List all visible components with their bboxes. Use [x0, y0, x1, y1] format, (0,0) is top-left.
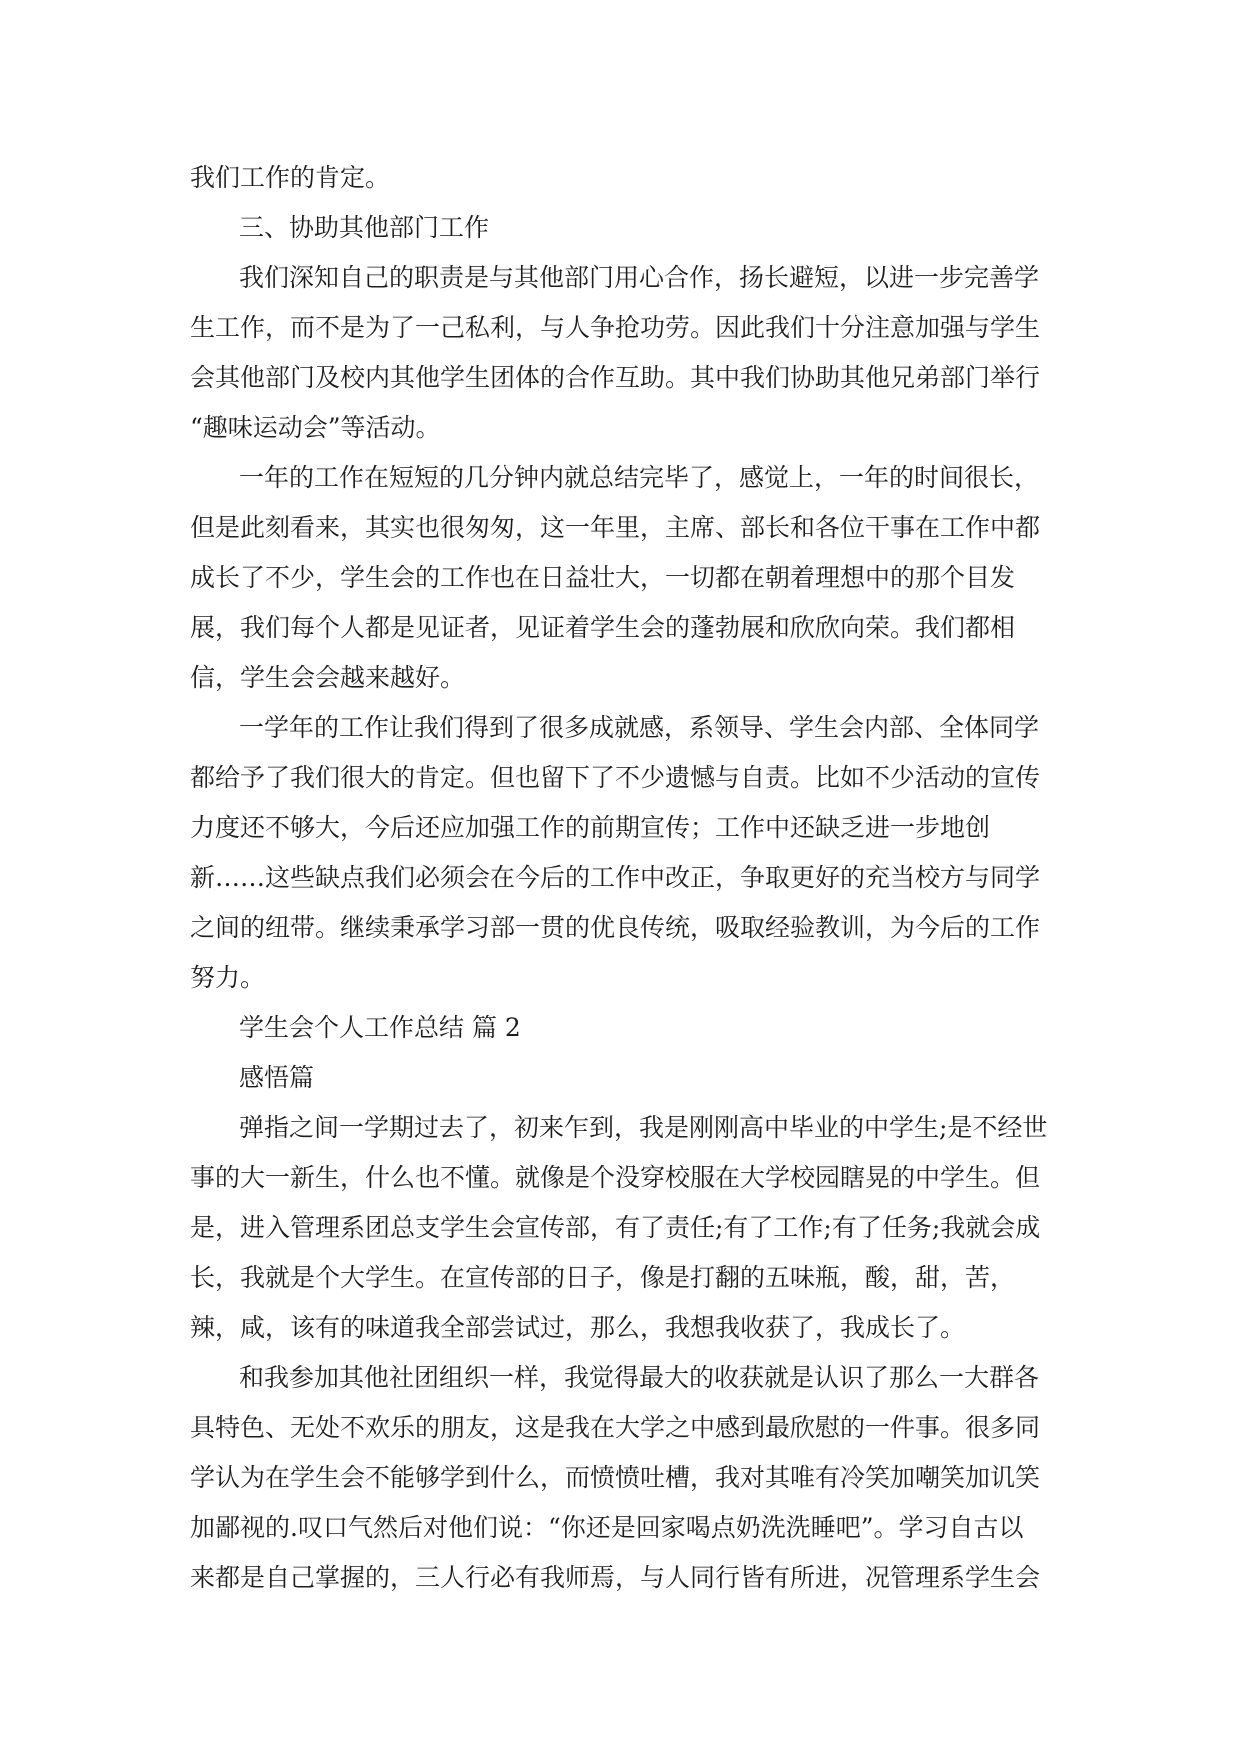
- text-line: 长，我就是个大学生。在宣传部的日子，像是打翻的五味瓶，酸，甜，苦，: [190, 1263, 1016, 1292]
- text-line: 一学年的工作让我们得到了很多成就感，系领导、学生会内部、全体同学: [239, 713, 1040, 742]
- text-line: 学生会个人工作总结 篇 2: [239, 1013, 521, 1042]
- text-line: “趣味运动会”等活动。: [190, 413, 441, 442]
- text-line: 学认为在学生会不能够学到什么，而愤愤吐槽，我对其唯有冷笑加嘲笑加讥笑: [190, 1463, 1041, 1492]
- text-line: 弹指之间一学期过去了，初来乍到，我是刚刚高中毕业的中学生;是不经世: [239, 1113, 1048, 1142]
- text-line: 我们深知自己的职责是与其他部门用心合作，扬长避短，以进一步完善学: [239, 263, 1040, 292]
- text-line: 感悟篇: [239, 1063, 315, 1092]
- text-line: 来都是自己掌握的，三人行必有我师焉，与人同行皆有所进，况管理系学生会: [190, 1563, 1041, 1592]
- text-line: 之间的纽带。继续秉承学习部一贯的优良传统，吸取经验教训，为今后的工作: [190, 913, 1041, 942]
- text-line: 生工作，而不是为了一己私利，与人争抢功劳。因此我们十分注意加强与学生: [190, 313, 1041, 342]
- text-line: 新……这些缺点我们必须会在今后的工作中改正，争取更好的充当校方与同学: [190, 863, 1041, 892]
- text-line: 三、协助其他部门工作: [239, 213, 490, 242]
- text-line: 一年的工作在短短的几分钟内就总结完毕了，感觉上，一年的时间很长，: [239, 463, 1040, 492]
- text-line: 具特色、无处不欢乐的朋友，这是我在大学之中感到最欣慰的一件事。很多同: [190, 1413, 1041, 1442]
- text-line: 都给予了我们很大的肯定。但也留下了不少遗憾与自责。比如不少活动的宣传: [190, 763, 1041, 792]
- text-line: 力度还不够大，今后还应加强工作的前期宣传；工作中还缺乏进一步地创: [190, 813, 991, 842]
- text-line: 会其他部门及校内其他学生团体的合作互助。其中我们协助其他兄弟部门举行: [190, 363, 1041, 392]
- text-line: 事的大一新生，什么也不懂。就像是个没穿校服在大学校园瞎晃的中学生。但: [190, 1163, 1041, 1192]
- text-line: 但是此刻看来，其实也很匆匆，这一年里，主席、部长和各位干事在工作中都: [190, 513, 1041, 542]
- text-line: 我们工作的肯定。: [190, 163, 391, 192]
- document-body: [190, 153, 1050, 1603]
- text-line: 信，学生会会越来越好。: [190, 663, 466, 692]
- text-line: 加鄙视的.叹口气然后对他们说：“你还是回家喝点奶洗洗睡吧”。学习自古以: [190, 1513, 1024, 1542]
- text-line: 成长了不少，学生会的工作也在日益壮大，一切都在朝着理想中的那个目发: [190, 563, 1016, 592]
- text-line: 是，进入管理系团总支学生会宣传部，有了责任;有了工作;有了任务;我就会成: [190, 1213, 1041, 1242]
- text-line: 展，我们每个人都是见证者，见证着学生会的蓬勃展和欣欣向荣。我们都相: [190, 613, 1016, 642]
- text-line: 辣，咸，该有的味道我全部尝试过，那么，我想我收获了，我成长了。: [190, 1313, 966, 1342]
- text-line: 和我参加其他社团组织一样，我觉得最大的收获就是认识了那么一大群各: [239, 1363, 1040, 1392]
- text-line: 努力。: [190, 963, 266, 992]
